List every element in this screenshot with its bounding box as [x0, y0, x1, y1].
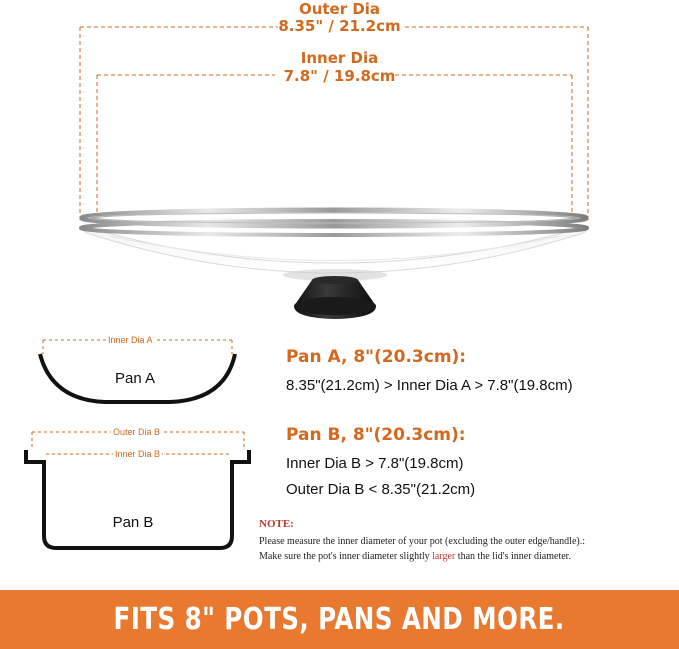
note-line-2-pre: Make sure the pot's inner diameter slightly	[259, 551, 433, 562]
pan-b-spec-line-2: Outer Dia B < 8.35"(21.2cm)	[286, 481, 476, 498]
pan-a-spec-line: 8.35"(21.2cm) > Inner Dia A > 7.8"(19.8cm)	[286, 377, 573, 394]
inner-dia-label: Inner Dia	[300, 49, 379, 67]
pan-a-heading: Pan A, 8"(20.3cm):	[286, 347, 467, 367]
pan-a-inner-dia-label: Inner Dia A	[108, 335, 153, 345]
outer-dia-value: 8.35" / 21.2cm	[278, 17, 401, 35]
pan-a-name: Pan A	[114, 370, 156, 387]
note-title: NOTE:	[259, 518, 294, 530]
outer-dia-bracket	[80, 27, 588, 222]
pan-b-inner-dia-label: Inner Dia B	[115, 449, 161, 459]
pan-b-spec-line-1: Inner Dia B > 7.8"(19.8cm)	[286, 455, 464, 472]
note-line-1: Please measure the inner diameter of your pot (excluding the outer edge/handle).:	[259, 536, 585, 547]
pan-b-name: Pan B	[112, 514, 154, 531]
banner-text: FITS 8" POTS, PANS AND MORE.	[113, 602, 566, 637]
note-line-2	[259, 551, 571, 562]
outer-dia-label: Outer Dia	[298, 0, 381, 18]
inner-dia-bracket	[97, 75, 572, 215]
note-line-2-post: than the lid's inner diameter.	[455, 551, 571, 562]
pan-b-heading: Pan B, 8"(20.3cm):	[286, 425, 466, 445]
pan-b-outer-dia-label: Outer Dia B	[113, 427, 161, 437]
inner-dia-value: 7.8" / 19.8cm	[283, 67, 396, 85]
note-line-2-highlight: larger	[432, 551, 456, 562]
bottom-banner	[0, 590, 679, 649]
